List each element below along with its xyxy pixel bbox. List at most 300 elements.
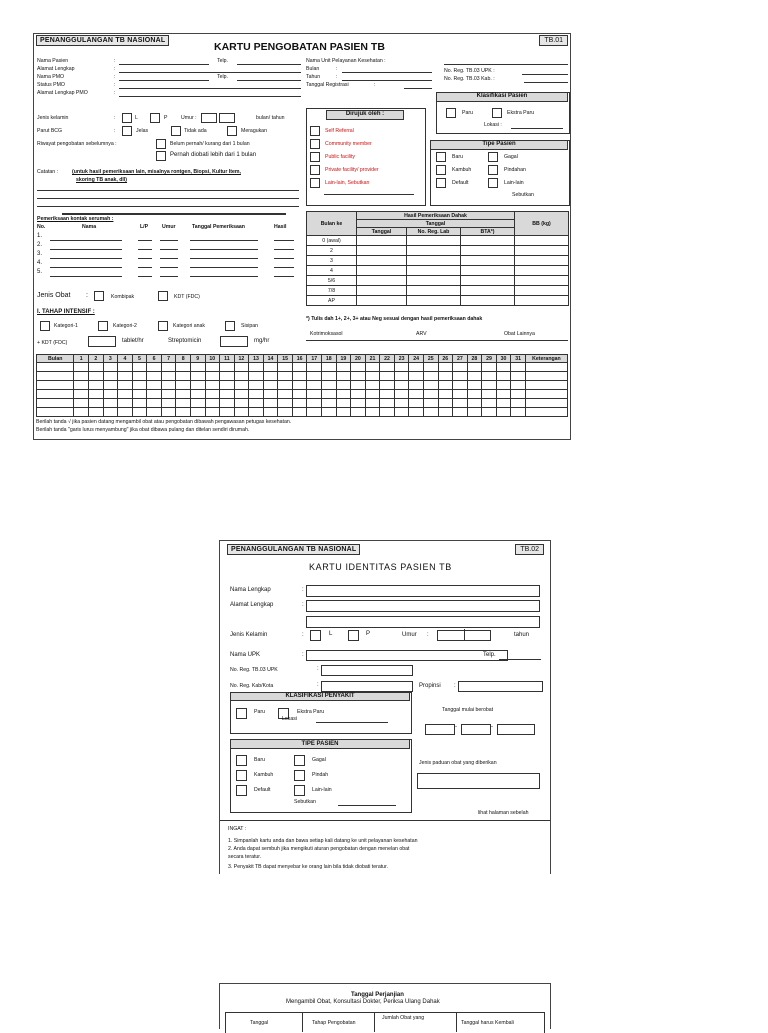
day-cell[interactable]	[103, 390, 118, 399]
day-cell[interactable]	[220, 363, 235, 372]
day-cell[interactable]	[394, 381, 409, 390]
checkbox-paru[interactable]	[446, 108, 456, 118]
day-cell[interactable]	[467, 372, 482, 381]
checkbox-kategori-1[interactable]	[40, 321, 50, 331]
day-cell[interactable]	[351, 363, 366, 372]
label-nama-upk: Nama Unit Pelayanan Kesehatan :	[306, 58, 386, 64]
day-cell[interactable]	[89, 408, 104, 417]
day-cell[interactable]	[525, 399, 567, 408]
day-cell[interactable]	[482, 408, 497, 417]
day-cell[interactable]	[74, 363, 89, 372]
day-cell[interactable]	[409, 372, 424, 381]
checkbox-l[interactable]	[122, 113, 132, 123]
day-cell[interactable]	[496, 381, 511, 390]
checkbox-default-2[interactable]	[236, 785, 247, 796]
day-cell[interactable]	[423, 363, 438, 372]
day-cell[interactable]	[234, 363, 249, 372]
day-cell[interactable]	[161, 372, 176, 381]
dahak-cell[interactable]	[515, 256, 569, 266]
day-cell[interactable]	[438, 363, 453, 372]
day-cell[interactable]	[307, 381, 322, 390]
checkbox-self-referral[interactable]	[310, 126, 320, 136]
day-cell[interactable]	[190, 381, 205, 390]
day-cell[interactable]	[438, 381, 453, 390]
day-cell[interactable]	[205, 372, 220, 381]
day-cell[interactable]	[118, 381, 133, 390]
day-cell[interactable]	[263, 363, 278, 372]
checkbox-lain-lain-2[interactable]	[294, 785, 305, 796]
day-cell[interactable]	[423, 381, 438, 390]
dahak-cell[interactable]	[461, 296, 515, 306]
day-cell[interactable]	[190, 363, 205, 372]
dahak-cell[interactable]	[407, 256, 461, 266]
checkbox-tidak-ada[interactable]	[171, 126, 181, 136]
day-cell[interactable]	[74, 372, 89, 381]
day-cell[interactable]	[394, 408, 409, 417]
day-cell[interactable]	[103, 372, 118, 381]
no-reg-upk-field[interactable]	[522, 74, 568, 75]
day-cell[interactable]	[496, 399, 511, 408]
day-cell[interactable]	[176, 390, 191, 399]
day-cell[interactable]	[278, 372, 293, 381]
day-cell[interactable]	[278, 381, 293, 390]
day-cell[interactable]	[453, 399, 468, 408]
day-cell[interactable]	[365, 372, 380, 381]
day-cell[interactable]	[249, 399, 264, 408]
day-cell[interactable]	[132, 390, 147, 399]
day-cell[interactable]	[74, 381, 89, 390]
day-cell[interactable]	[525, 363, 567, 372]
day-cell[interactable]	[278, 363, 293, 372]
no-reg-kab-field[interactable]	[524, 82, 568, 83]
day-cell[interactable]	[118, 372, 133, 381]
catatan-line-2[interactable]	[37, 198, 299, 199]
alamat-lengkap-field-2[interactable]	[306, 616, 540, 628]
alamat-field[interactable]	[119, 72, 301, 73]
day-cell[interactable]	[511, 390, 526, 399]
day-cell[interactable]	[409, 363, 424, 372]
day-cell[interactable]	[496, 363, 511, 372]
day-cell[interactable]	[394, 399, 409, 408]
checkbox-p-2[interactable]	[348, 630, 359, 641]
dahak-cell[interactable]	[461, 236, 515, 246]
day-cell[interactable]	[336, 381, 351, 390]
checkbox-baru-2[interactable]	[236, 755, 247, 766]
day-cell[interactable]	[161, 408, 176, 417]
day-cell[interactable]	[467, 390, 482, 399]
day-cell[interactable]	[176, 363, 191, 372]
dahak-cell[interactable]	[357, 246, 407, 256]
day-cell[interactable]	[496, 390, 511, 399]
day-cell[interactable]	[278, 408, 293, 417]
day-cell[interactable]	[147, 390, 162, 399]
telp-field-2[interactable]	[499, 659, 541, 660]
month-cell[interactable]	[37, 390, 74, 399]
day-cell[interactable]	[307, 399, 322, 408]
day-cell[interactable]	[380, 399, 395, 408]
dahak-cell[interactable]	[515, 286, 569, 296]
day-cell[interactable]	[511, 372, 526, 381]
day-cell[interactable]	[234, 399, 249, 408]
no-reg-kab-field-2[interactable]	[321, 681, 413, 692]
day-cell[interactable]	[147, 372, 162, 381]
day-cell[interactable]	[89, 363, 104, 372]
day-cell[interactable]	[103, 399, 118, 408]
day-cell[interactable]	[336, 363, 351, 372]
day-cell[interactable]	[292, 390, 307, 399]
day-cell[interactable]	[220, 408, 235, 417]
tahap-intensif-label: I. TAHAP INTENSIF :	[37, 309, 95, 315]
checkbox-kambuh[interactable]	[436, 165, 446, 175]
jenis-paduan-field[interactable]	[417, 773, 540, 789]
day-cell[interactable]	[351, 381, 366, 390]
kdt-tablet-field[interactable]	[88, 336, 116, 347]
day-cell[interactable]	[423, 390, 438, 399]
day-cell[interactable]	[132, 408, 147, 417]
day-cell[interactable]	[365, 363, 380, 372]
telp-pmo-field[interactable]	[237, 80, 301, 81]
month-cell[interactable]	[37, 408, 74, 417]
day-cell[interactable]	[380, 390, 395, 399]
tanggal-registrasi-field[interactable]	[404, 88, 432, 89]
day-cell[interactable]	[161, 363, 176, 372]
day-cell[interactable]	[438, 372, 453, 381]
umur-box-1[interactable]	[201, 113, 217, 123]
day-cell[interactable]	[525, 390, 567, 399]
day-cell[interactable]	[482, 363, 497, 372]
day-cell[interactable]	[263, 381, 278, 390]
day-cell[interactable]	[234, 372, 249, 381]
day-cell[interactable]	[292, 408, 307, 417]
checkbox-p[interactable]	[150, 113, 160, 123]
day-cell[interactable]	[103, 408, 118, 417]
dahak-cell[interactable]	[407, 286, 461, 296]
day-cell[interactable]	[263, 399, 278, 408]
day-cell[interactable]	[292, 381, 307, 390]
day-cell[interactable]	[467, 399, 482, 408]
checkbox-private[interactable]	[310, 165, 320, 175]
day-cell[interactable]	[147, 408, 162, 417]
month-cell[interactable]	[37, 399, 74, 408]
day-cell[interactable]	[307, 408, 322, 417]
day-cell[interactable]	[118, 408, 133, 417]
dahak-cell[interactable]	[357, 256, 407, 266]
dahak-cell[interactable]	[357, 296, 407, 306]
day-cell[interactable]	[453, 381, 468, 390]
month-cell[interactable]	[37, 372, 74, 381]
day-cell[interactable]	[380, 372, 395, 381]
checkbox-lain-lain[interactable]	[310, 178, 320, 188]
day-cell[interactable]	[89, 372, 104, 381]
dahak-cell[interactable]	[515, 296, 569, 306]
checkbox-sisipan[interactable]	[225, 321, 235, 331]
day-cell[interactable]	[249, 363, 264, 372]
checkbox-gagal-2[interactable]	[294, 755, 305, 766]
day-cell[interactable]	[525, 408, 567, 417]
dahak-cell[interactable]	[407, 266, 461, 276]
day-cell[interactable]	[482, 390, 497, 399]
day-cell[interactable]	[453, 363, 468, 372]
dahak-cell[interactable]	[515, 266, 569, 276]
day-cell[interactable]	[467, 363, 482, 372]
day-cell[interactable]	[365, 390, 380, 399]
catatan-line-1[interactable]	[37, 190, 299, 191]
dirujuk-private: Private facility/ provider	[325, 167, 379, 173]
tahun-field[interactable]	[342, 80, 432, 81]
dahak-cell[interactable]	[515, 246, 569, 256]
status-pmo-field[interactable]	[119, 88, 301, 89]
day-cell[interactable]	[322, 390, 337, 399]
day-cell[interactable]	[190, 399, 205, 408]
checkbox-kategori-anak[interactable]	[158, 321, 168, 331]
day-cell[interactable]	[249, 381, 264, 390]
month-cell[interactable]	[37, 381, 74, 390]
day-cell[interactable]	[438, 390, 453, 399]
day-cell[interactable]	[322, 408, 337, 417]
day-cell[interactable]	[511, 399, 526, 408]
day-cell[interactable]	[176, 381, 191, 390]
day-cell[interactable]	[365, 399, 380, 408]
day-cell[interactable]	[438, 399, 453, 408]
checkbox-baru[interactable]	[436, 152, 446, 162]
checkbox-ekstra-paru[interactable]	[492, 108, 502, 118]
checkbox-kombipak[interactable]	[94, 291, 104, 301]
dirujuk-sebutkan-field[interactable]	[324, 194, 414, 195]
nama-pasien-field[interactable]	[119, 64, 209, 65]
day-cell[interactable]	[394, 390, 409, 399]
no-reg-upk-field-2[interactable]	[321, 665, 413, 676]
day-cell[interactable]	[118, 390, 133, 399]
day-cell[interactable]	[263, 408, 278, 417]
nama-lengkap-field[interactable]	[306, 585, 540, 597]
day-cell[interactable]	[467, 408, 482, 417]
day-cell[interactable]	[365, 381, 380, 390]
day-cell[interactable]	[103, 381, 118, 390]
lokasi-field-2[interactable]	[316, 722, 388, 723]
day-cell[interactable]	[409, 390, 424, 399]
dahak-cell[interactable]	[461, 246, 515, 256]
day-cell[interactable]	[132, 363, 147, 372]
day-cell[interactable]	[249, 408, 264, 417]
day-cell[interactable]	[118, 363, 133, 372]
day-cell[interactable]	[147, 363, 162, 372]
checkbox-pindahan[interactable]	[488, 165, 498, 175]
day-cell[interactable]	[263, 372, 278, 381]
day-cell[interactable]	[132, 381, 147, 390]
checkbox-jelas[interactable]	[122, 126, 132, 136]
tanggal-month-field[interactable]	[461, 724, 491, 735]
tanggal-year-field[interactable]	[497, 724, 535, 735]
day-cell[interactable]	[423, 372, 438, 381]
month-cell[interactable]	[37, 363, 74, 372]
day-cell[interactable]	[453, 408, 468, 417]
day-cell[interactable]	[220, 399, 235, 408]
day-cell[interactable]	[190, 372, 205, 381]
bulan-field[interactable]	[342, 72, 432, 73]
day-cell[interactable]	[336, 399, 351, 408]
checkbox-l-2[interactable]	[310, 630, 321, 641]
dahak-cell[interactable]	[461, 266, 515, 276]
day-cell[interactable]	[89, 381, 104, 390]
checkbox-default[interactable]	[436, 178, 446, 188]
day-cell[interactable]	[351, 408, 366, 417]
day-cell[interactable]	[438, 408, 453, 417]
day-cell[interactable]	[161, 399, 176, 408]
checkbox-public[interactable]	[310, 152, 320, 162]
day-cell[interactable]	[220, 381, 235, 390]
dahak-cell[interactable]	[461, 286, 515, 296]
day-cell[interactable]	[511, 408, 526, 417]
dahak-cell[interactable]	[407, 276, 461, 286]
tipe-sebutkan-field-2[interactable]	[338, 805, 396, 806]
checkbox-kategori-2[interactable]	[98, 321, 108, 331]
day-cell[interactable]	[278, 390, 293, 399]
day-cell[interactable]	[351, 390, 366, 399]
nama-pmo-field[interactable]	[119, 80, 209, 81]
day-cell[interactable]	[205, 399, 220, 408]
day-cell[interactable]	[103, 363, 118, 372]
day-cell[interactable]	[205, 363, 220, 372]
day-cell[interactable]	[423, 399, 438, 408]
alamat-lengkap-field-1[interactable]	[306, 600, 540, 612]
day-cell[interactable]	[482, 381, 497, 390]
tanggal-day-field[interactable]	[425, 724, 455, 735]
day-cell[interactable]	[453, 390, 468, 399]
day-cell[interactable]	[89, 399, 104, 408]
day-cell[interactable]	[467, 381, 482, 390]
checkbox-meragukan[interactable]	[227, 126, 237, 136]
day-cell[interactable]	[74, 399, 89, 408]
checkbox-kambuh-2[interactable]	[236, 770, 247, 781]
day-cell[interactable]	[380, 408, 395, 417]
propinsi-field[interactable]	[458, 681, 543, 692]
day-cell[interactable]	[511, 363, 526, 372]
day-cell[interactable]	[307, 372, 322, 381]
day-cell[interactable]	[176, 399, 191, 408]
day-cell[interactable]	[161, 390, 176, 399]
day-cell[interactable]	[190, 390, 205, 399]
day-cell[interactable]	[307, 390, 322, 399]
day-cell[interactable]	[496, 372, 511, 381]
day-cell[interactable]	[132, 372, 147, 381]
day-cell[interactable]	[74, 390, 89, 399]
day-cell[interactable]	[453, 372, 468, 381]
day-cell[interactable]	[234, 381, 249, 390]
day-cell[interactable]	[132, 399, 147, 408]
day-cell[interactable]	[496, 408, 511, 417]
checkbox-paru-2[interactable]	[236, 708, 247, 719]
day-cell[interactable]	[118, 399, 133, 408]
day-cell[interactable]	[322, 363, 337, 372]
checkbox-community[interactable]	[310, 139, 320, 149]
day-cell[interactable]	[394, 372, 409, 381]
day-cell[interactable]	[322, 399, 337, 408]
day-cell[interactable]	[409, 399, 424, 408]
dahak-cell[interactable]	[515, 236, 569, 246]
day-cell[interactable]	[336, 390, 351, 399]
day-cell[interactable]	[423, 408, 438, 417]
day-cell[interactable]	[190, 408, 205, 417]
dahak-cell[interactable]	[407, 236, 461, 246]
day-cell[interactable]	[525, 372, 567, 381]
day-cell[interactable]	[482, 399, 497, 408]
day-cell[interactable]	[307, 363, 322, 372]
day-cell[interactable]	[249, 372, 264, 381]
catatan-line-3[interactable]	[37, 206, 299, 207]
day-cell[interactable]	[292, 372, 307, 381]
checkbox-belum-pernah[interactable]	[156, 139, 166, 149]
dahak-cell[interactable]	[357, 276, 407, 286]
nama-upk-field[interactable]	[444, 64, 568, 65]
day-cell[interactable]	[365, 408, 380, 417]
day-cell[interactable]	[409, 408, 424, 417]
day-cell[interactable]	[336, 408, 351, 417]
telp-field[interactable]	[237, 64, 301, 65]
dahak-cell[interactable]	[357, 286, 407, 296]
dahak-cell[interactable]	[357, 266, 407, 276]
dahak-cell[interactable]	[357, 236, 407, 246]
day-cell[interactable]	[482, 372, 497, 381]
day-cell[interactable]	[176, 408, 191, 417]
day-cell[interactable]	[205, 408, 220, 417]
nama-upk-field-2[interactable]	[306, 650, 508, 661]
day-cell[interactable]	[205, 390, 220, 399]
day-cell[interactable]	[220, 390, 235, 399]
checkbox-tipe-lain[interactable]	[488, 178, 498, 188]
day-cell[interactable]	[394, 363, 409, 372]
streptomicin-field[interactable]	[220, 336, 248, 347]
dahak-cell[interactable]	[407, 296, 461, 306]
dahak-cell[interactable]	[461, 256, 515, 266]
dahak-cell[interactable]	[407, 246, 461, 256]
checkbox-kdt[interactable]	[158, 291, 168, 301]
day-cell[interactable]	[220, 372, 235, 381]
day-cell[interactable]	[147, 381, 162, 390]
day-cell[interactable]	[263, 390, 278, 399]
day-cell[interactable]	[205, 381, 220, 390]
day-cell[interactable]	[176, 372, 191, 381]
day-cell[interactable]	[89, 390, 104, 399]
day-cell[interactable]	[351, 399, 366, 408]
day-cell[interactable]	[74, 408, 89, 417]
checkbox-pindah-2[interactable]	[294, 770, 305, 781]
day-cell[interactable]	[322, 372, 337, 381]
lokasi-field[interactable]	[511, 128, 563, 129]
day-cell[interactable]	[234, 408, 249, 417]
day-cell[interactable]	[292, 363, 307, 372]
day-cell[interactable]	[336, 372, 351, 381]
day-cell[interactable]	[351, 372, 366, 381]
dahak-cell[interactable]	[515, 276, 569, 286]
checkbox-gagal[interactable]	[488, 152, 498, 162]
day-cell[interactable]	[380, 381, 395, 390]
day-cell[interactable]	[161, 381, 176, 390]
alamat-pmo-field[interactable]	[119, 96, 301, 97]
day-cell[interactable]	[409, 381, 424, 390]
dahak-cell[interactable]	[461, 276, 515, 286]
day-cell[interactable]	[147, 399, 162, 408]
day-cell[interactable]	[380, 363, 395, 372]
day-cell[interactable]	[525, 381, 567, 390]
day-cell[interactable]	[292, 399, 307, 408]
checkbox-pernah[interactable]	[156, 151, 166, 161]
umur-box-2[interactable]	[219, 113, 235, 123]
day-cell[interactable]	[322, 381, 337, 390]
day-cell[interactable]	[278, 399, 293, 408]
day-cell[interactable]	[511, 381, 526, 390]
day-cell[interactable]	[249, 390, 264, 399]
day-cell[interactable]	[234, 390, 249, 399]
